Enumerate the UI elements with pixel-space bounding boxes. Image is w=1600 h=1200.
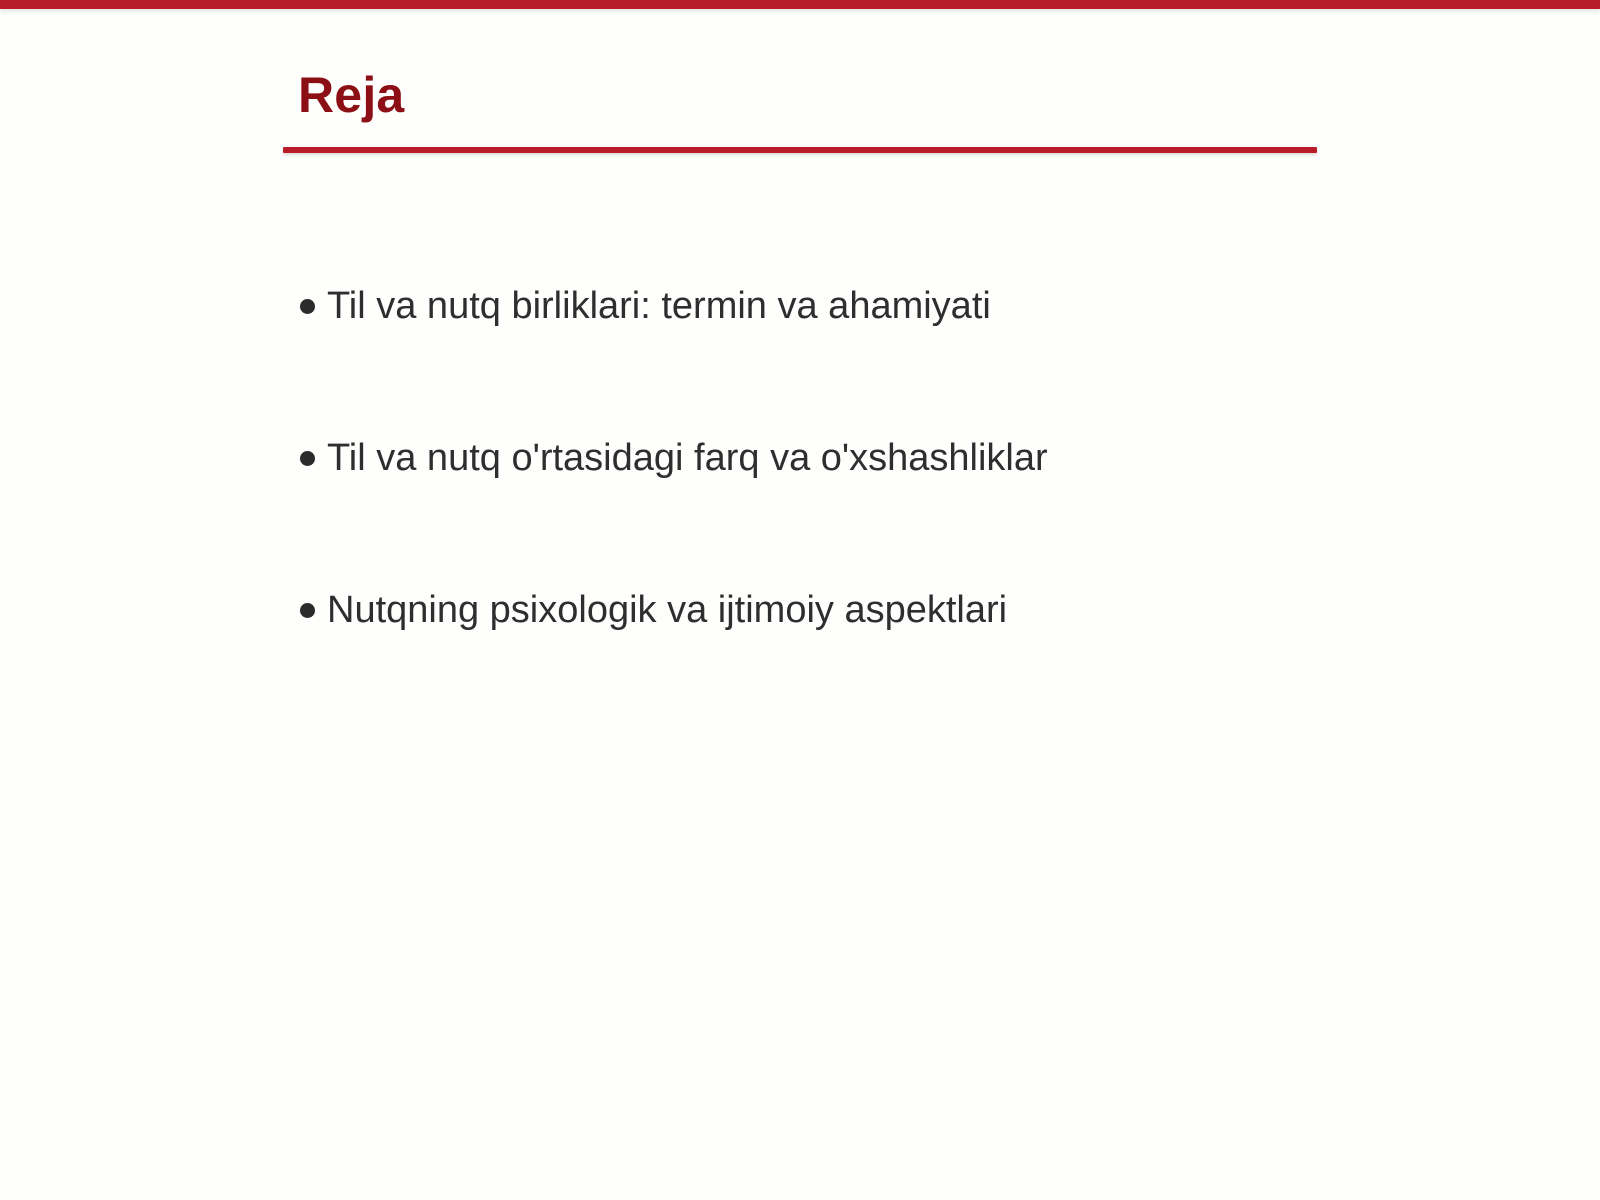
title-underline — [283, 147, 1317, 153]
bullet-item — [300, 584, 1048, 636]
bullet-dot-icon — [300, 603, 315, 618]
bullet-dot-icon — [300, 299, 315, 314]
bullet-text: Til va nutq o'rtasidagi farq va o'xshashliklar — [327, 436, 1048, 479]
bullet-item — [300, 280, 1048, 332]
bullet-item — [300, 432, 1048, 484]
bullet-list — [300, 280, 1048, 736]
bullet-dot-icon — [300, 451, 315, 466]
bullet-text: Til va nutq birliklari: termin va ahamiyati — [327, 284, 991, 327]
bullet-text: Nutqning psixologik va ijtimoiy aspektlari — [327, 588, 1008, 631]
slide-title: Reja — [298, 67, 405, 123]
top-accent-bar — [0, 0, 1600, 9]
